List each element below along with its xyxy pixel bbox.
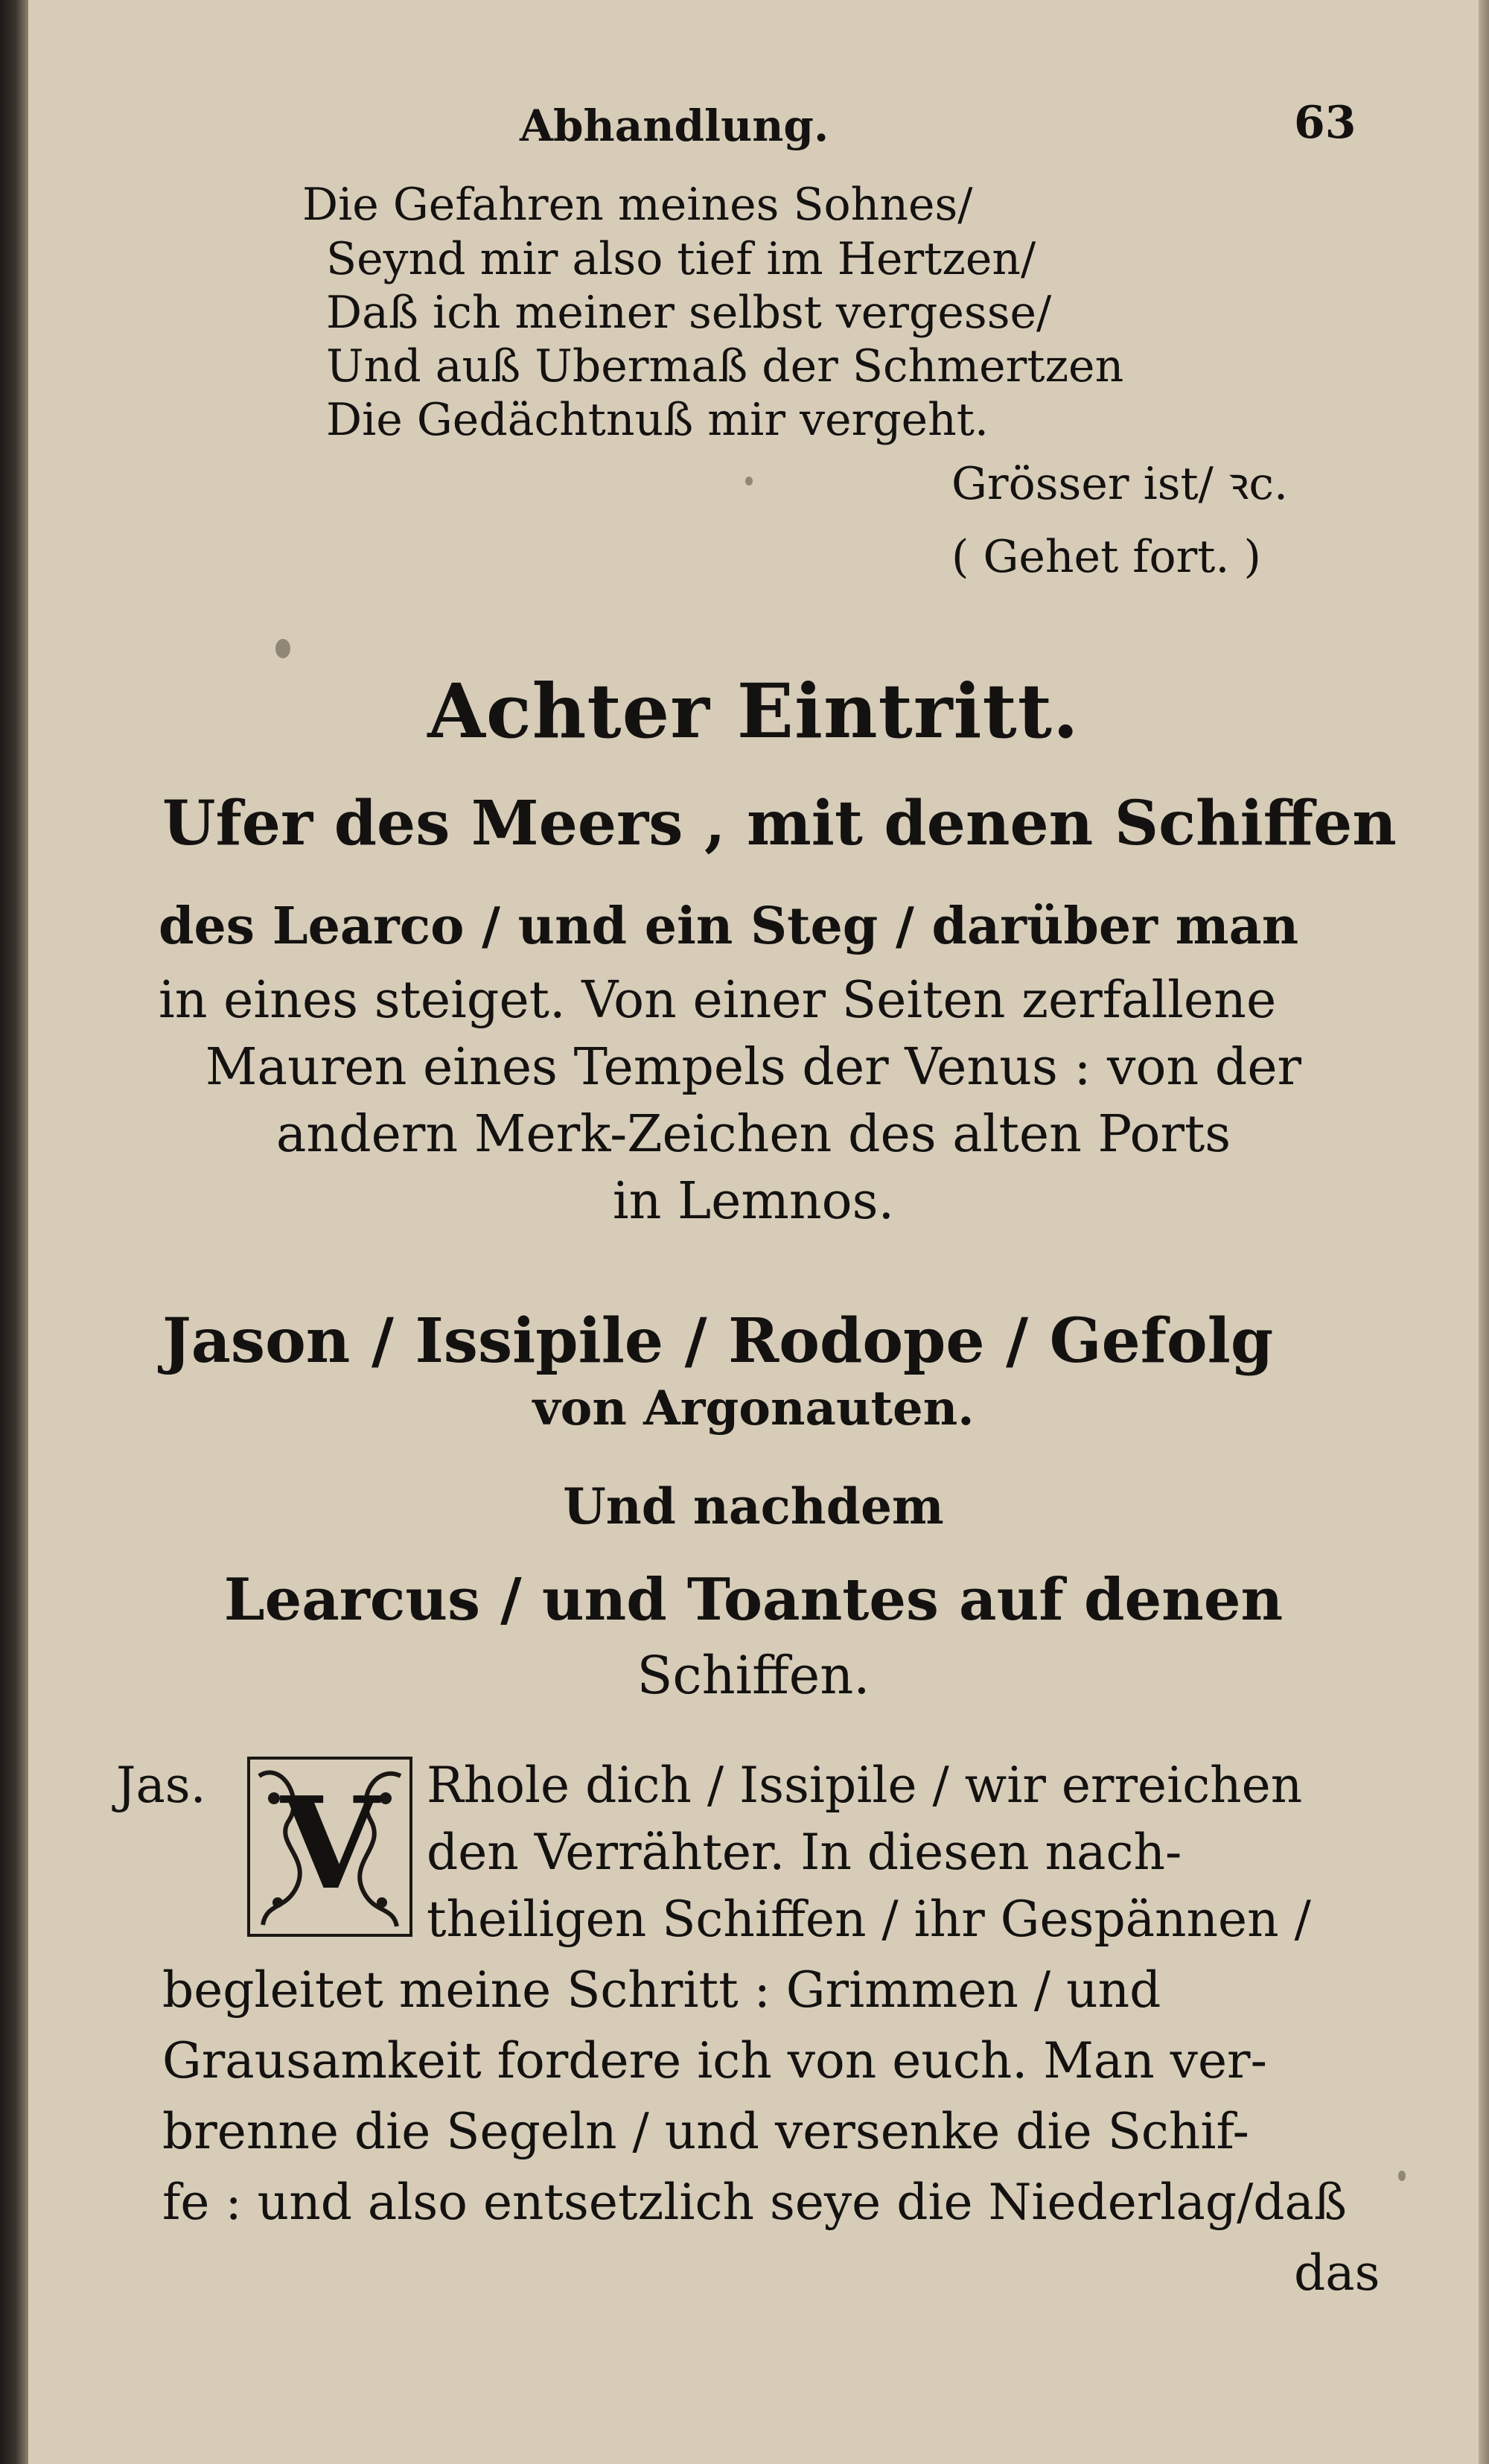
persons-line: Learcus / und Toantes auf denen xyxy=(223,1566,1284,1634)
persons-line: Schiffen. xyxy=(637,1645,870,1706)
setting-line: andern Merk-Zeichen des alten Ports xyxy=(275,1105,1231,1164)
verse-line: Daß ich meiner selbst vergesse/ xyxy=(326,287,1052,339)
ink-spot xyxy=(745,477,753,486)
persons-line: Und nachdem xyxy=(563,1477,944,1535)
body-line: fe : und also entsetzlich seye die Niederlag/daß xyxy=(162,2174,1347,2231)
initial-letter: V xyxy=(281,1769,379,1918)
body-line: Grausamkeit fordere ich von euch. Man ver- xyxy=(162,2032,1267,2089)
body-line: Rhole dich / Issipile / wir erreichen xyxy=(427,1757,1303,1814)
body-line: theiligen Schiffen / ihr Gespännen / xyxy=(427,1891,1311,1948)
setting-line: in eines steiget. Von einer Seiten zerfallene xyxy=(159,971,1277,1030)
persons-line: von Argonauten. xyxy=(532,1381,975,1436)
body-line: brenne die Segeln / und versenke die Schif- xyxy=(162,2103,1249,2160)
decorated-initial xyxy=(244,1754,415,1940)
setting-line: Ufer des Meers , mit denen Schiffen xyxy=(162,788,1397,859)
catchword: das xyxy=(1294,2244,1380,2302)
setting-line: des Learco / und ein Steg / darüber man xyxy=(159,897,1299,956)
stage-direction: ( Gehet fort. ) xyxy=(951,531,1261,583)
speaker-label: Jas. xyxy=(116,1757,206,1814)
setting-line: in Lemnos. xyxy=(612,1172,895,1231)
persons-line: Jason / Issipile / Rodope / Gefolg xyxy=(162,1305,1274,1377)
verse-line: Seynd mir also tief im Hertzen/ xyxy=(326,233,1036,285)
ink-spot xyxy=(1398,2171,1406,2181)
running-head: Abhandlung. xyxy=(520,101,829,151)
scene-title: Achter Eintritt. xyxy=(427,667,1080,755)
verse-line: Und auß Ubermaß der Schmertzen xyxy=(326,340,1124,392)
ink-spot xyxy=(275,639,290,658)
page-edge xyxy=(1479,0,1489,2464)
body-line: den Verrähter. In diesen nach- xyxy=(427,1824,1182,1881)
verse-reference: Grösser ist/ ꝛc. xyxy=(951,458,1289,510)
book-page xyxy=(28,0,1479,2464)
book-gutter xyxy=(0,0,28,2464)
verse-line: Die Gedächtnuß mir vergeht. xyxy=(326,394,989,446)
ornament-icon xyxy=(244,1754,415,1940)
body-line: begleitet meine Schritt : Grimmen / und xyxy=(162,1961,1161,2019)
page-number: 63 xyxy=(1294,97,1356,149)
verse-line: Die Gefahren meines Sohnes/ xyxy=(302,179,973,231)
setting-line: Mauren eines Tempels der Venus : von der xyxy=(205,1038,1302,1097)
